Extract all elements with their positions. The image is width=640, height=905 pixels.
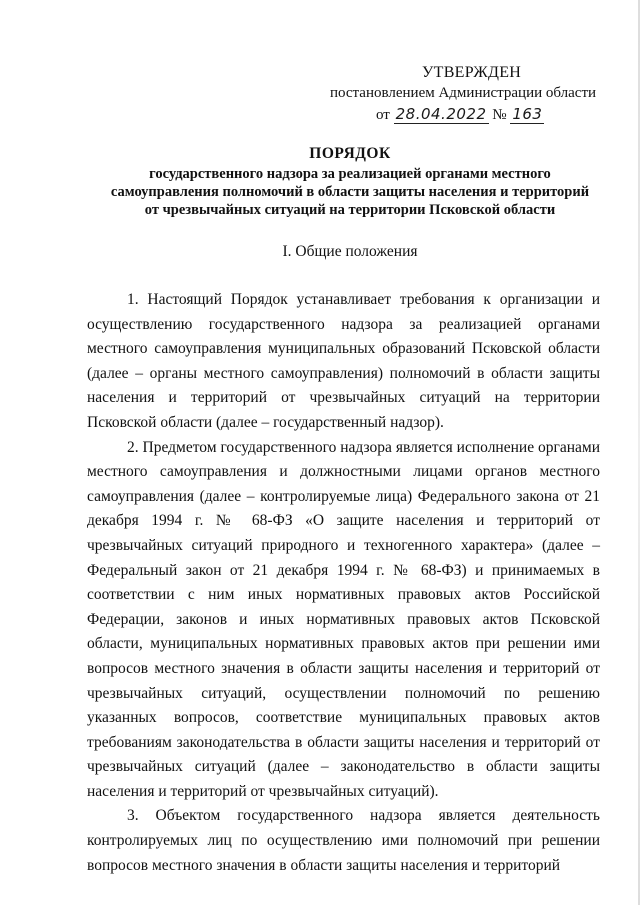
document-title xyxy=(100,145,600,219)
paragraph-1: 1. Настоящий Порядок устанавливает требования к организации и осуществлению государственного надзора за реализацией органами местного самоуправления муниципальных образований Псковской области (далее – органы местного самоуправления) полномочий в области защиты населения и территорий от чрезвычайных ситуаций на территории Псковской области (далее – государственный надзор). xyxy=(87,291,600,431)
paragraph-2: 2. Предметом государственного надзора является исполнение органами местного самоуправления и должностными лицами органов местного самоуправления (далее – контролируемые лица) Федерального закона от 21 декабря 1994 г. № 68-ФЗ «О защите населения и территорий от чрезвычайных ситуаций природного и техногенного характера» (далее – Федеральный закон от 21 декабря 1994 г. № 68-ФЗ) и принимаемых в соответствии с ним иных нормативных правовых актов Российской Федерации, законов и иных нормативных правовых актов Псковской области, муниципальных нормативных правовых актов при решении ими вопросов местного значения в области защиты населения и территорий от чрезвычайных ситуаций, осуществлении полномочий по решению указанных вопросов, соответствие муниципальных правовых актов требованиям законодательства в области защиты населения и территорий от чрезвычайных ситуаций (далее – законодательство в области защиты населения и территорий от чрезвычайных ситуаций). xyxy=(87,438,600,800)
document-body xyxy=(87,288,600,878)
approval-title: УТВЕРЖДЕН xyxy=(422,64,522,81)
approval-stamp xyxy=(330,62,620,126)
approval-date-line xyxy=(330,104,620,126)
title-main: ПОРЯДОК xyxy=(309,145,391,162)
handwritten-date: 28.04.2022 xyxy=(395,105,487,123)
handwritten-number: 163 xyxy=(512,105,543,123)
title-line-1: государственного надзора за реализацией органами местного xyxy=(149,166,551,182)
paragraph-3: 3. Объектом государственного надзора является деятельность контролируемых лиц по осуществлению ими полномочий при решении вопросов местного значения в области защиты населения и территорий xyxy=(87,807,600,874)
approval-issuer: постановлением Администрации области xyxy=(330,85,597,101)
section-heading: I. Общие положения xyxy=(282,243,418,260)
date-prefix: от xyxy=(376,107,390,123)
number-prefix: № xyxy=(492,107,507,123)
title-line-3: от чрезвычайных ситуаций на территории Псковской области xyxy=(144,202,556,218)
title-line-2: самоуправления полномочий в области защиты населения и территорий xyxy=(110,184,590,200)
